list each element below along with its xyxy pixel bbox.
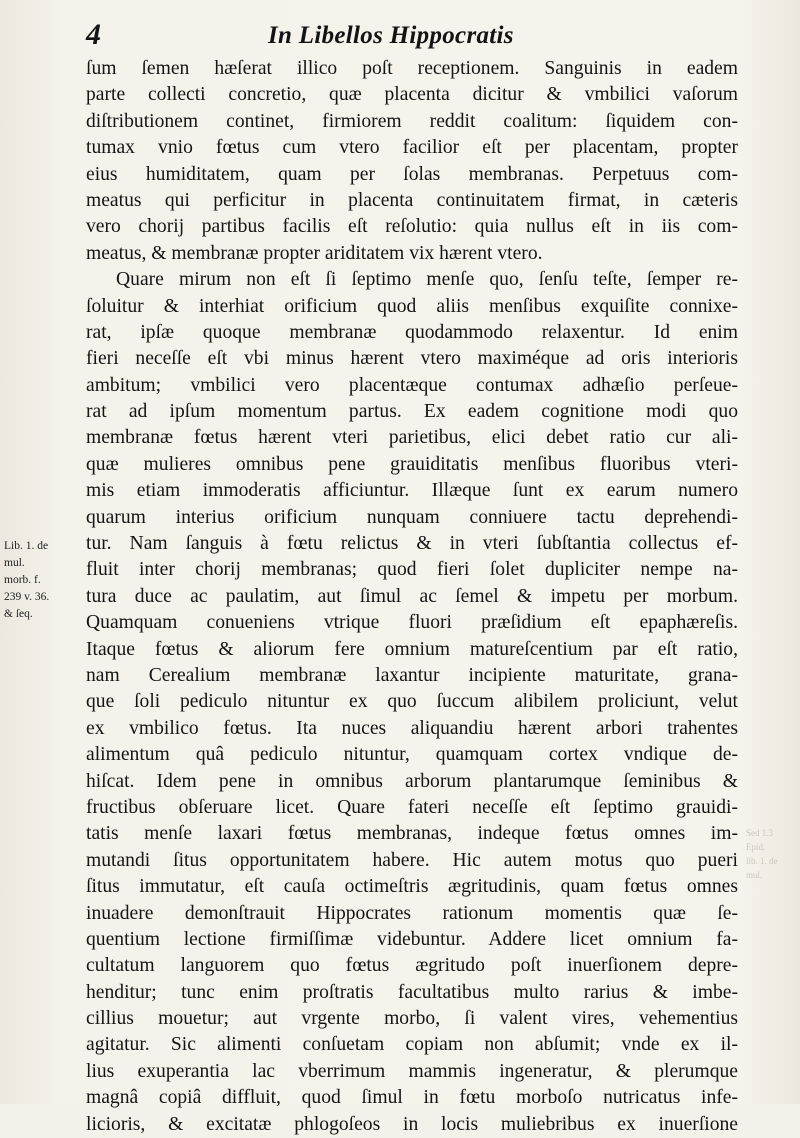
page-header xyxy=(0,18,800,52)
text-line: ſum ſemen hæſerat illico poſt receptionem. Sanguinis in eadem xyxy=(86,58,738,79)
text-line: meatus, & membranæ propter ariditatem vix hærent vtero. xyxy=(86,242,543,264)
margin-reference-line: morb. f. xyxy=(4,574,41,586)
text-line: cultatum languorem quo fœtus ægritudo poſt inuerſionem depre- xyxy=(86,955,738,977)
running-title: In Libellos Hippocratis xyxy=(268,22,514,49)
text-line: vero chorij partibus facilis eſt reſolutio: quia nullus eſt in iis com- xyxy=(86,216,738,238)
text-line: Quare mirum non eſt ſi ſeptimo menſe quo, ſenſu teſte, ſemper re- xyxy=(116,269,738,291)
text-line: henditur; tunc enim proſtratis facultatibus multo rarius & imbe- xyxy=(86,981,738,1003)
margin-reference-line: mul. xyxy=(4,557,25,569)
text-line: ambitum; vmbilici vero placentæque contumax adhæſio perſeue- xyxy=(86,374,738,396)
bleed-through-line: Sed 1.3 xyxy=(746,828,773,838)
margin-reference-line: & ſeq. xyxy=(4,608,33,620)
text-line: fieri neceſſe eſt vbi minus hærent vtero maximéque ad oris interioris xyxy=(86,348,738,370)
text-line: mutandi ſitus opportunitatem habere. Hic autem motus quo pueri xyxy=(86,849,738,871)
text-line: tura duce ac paulatim, aut ſimul ac ſemel & impetu per morbum. xyxy=(86,585,738,607)
text-line: Quamquam conueniens vtrique fluori præſidium eſt epaphæreſis. xyxy=(86,612,738,634)
margin-reference-line: Lib. 1. de xyxy=(4,540,49,552)
text-line: licioris, & excitatæ phlogoſeos in locis muliebribus ex inuerſione xyxy=(86,1113,738,1135)
margin-reference-line: 239 v. 36. xyxy=(4,591,50,603)
text-line: quarum interius orificium nunquam conniuere tactu deprehendi- xyxy=(86,506,738,528)
text-line: tatis menſe laxari fœtus membranas, indeque fœtus omnes im- xyxy=(86,823,738,845)
text-line: eius humiditatem, quam per ſolas membranas. Perpetuus com- xyxy=(86,163,738,185)
bleed-through-line: lib. 1. de xyxy=(746,856,778,866)
text-line: lius exuperantia lac vberrimum mammis ingeneratur, & plerumque xyxy=(86,1060,738,1082)
text-line: alimentum quâ pediculo nituntur, quamquam cortex vndique de- xyxy=(86,744,738,766)
bleed-through-line: Epid. xyxy=(746,842,766,852)
text-line: Itaque fœtus & aliorum fere omnium matureſcentium par eſt ratio, xyxy=(86,638,738,660)
text-line: nam Cerealium membranæ laxantur incipiente maturitate, grana- xyxy=(86,664,738,686)
text-line: ſoluitur & interhiat orificium quod aliis menſibus exquiſite connixe- xyxy=(86,295,738,317)
text-line: hiſcat. Idem pene in omnibus arborum plantarumque ſeminibus & xyxy=(86,770,738,792)
text-line: quæ mulieres omnibus pene grauiditatis menſibus fluoribus vteri- xyxy=(86,453,738,475)
margin-reference xyxy=(4,538,80,623)
text-line: rat, ipſæ quoque membranæ quodammodo relaxentur. Id enim xyxy=(86,321,738,343)
text-line: ſitus immutatur, eſt cauſa octimeſtris ægritudinis, quam fœtus omnes xyxy=(86,876,738,898)
bleed-through-line: mul. xyxy=(746,870,763,880)
text-line: agitatur. Sic alimenti conſuetam copiam non abſumit; vnde ex il- xyxy=(86,1034,738,1056)
text-line: magnâ copiâ diffluit, quod ſimul in fœtu morboſo nutricatus infe- xyxy=(86,1087,738,1109)
text-line: mis etiam immoderatis afficiuntur. Illæque ſunt ex earum numero xyxy=(86,480,738,502)
text-line: membranæ fœtus hærent vteri parietibus, elici debet ratio cur ali- xyxy=(86,427,738,449)
text-line: ex vmbilico fœtus. Ita nuces aliquandiu hærent arbori trahentes xyxy=(86,717,738,739)
text-line: meatus qui perficitur in placenta continuitatem firmat, in cæteris xyxy=(86,189,738,211)
text-line: parte collecti concretio, quæ placenta dicitur & vmbilici vaſorum xyxy=(86,84,738,106)
text-line: que ſoli pediculo nituntur ex quo ſuccum alibilem proliciunt, velut xyxy=(86,691,738,713)
text-line: tur. Nam ſanguis à fœtu relictus & in vteri ſubſtantia collectus ef- xyxy=(86,533,738,555)
text-line: fluit inter chorij membranas; quod fieri ſolet dupliciter nempe na- xyxy=(86,559,738,581)
text-line: quentium lectione firmiſſimæ videbuntur. Addere licet omnium fa- xyxy=(86,928,738,950)
text-line: inuadere demonſtrauit Hippocrates rationum momentis quæ ſe- xyxy=(86,902,738,924)
body-text xyxy=(86,56,738,1138)
text-line: tumax vnio fœtus cum vtero facilior eſt per placentam, propter xyxy=(86,137,738,159)
page-number: 4 xyxy=(86,18,101,51)
bleed-through-note xyxy=(746,826,796,882)
text-line: diſtributionem continet, firmiorem reddit coalitum: ſiquidem con- xyxy=(86,110,738,132)
text-line: cillius mouetur; aut vrgente morbo, ſi valent vires, vehementius xyxy=(86,1008,738,1030)
text-line: fructibus obſeruare licet. Quare fateri neceſſe eſt ſeptimo grauidi- xyxy=(86,796,738,818)
text-line: rat ad ipſum momentum partus. Ex eadem cognitione modi quo xyxy=(86,401,738,423)
